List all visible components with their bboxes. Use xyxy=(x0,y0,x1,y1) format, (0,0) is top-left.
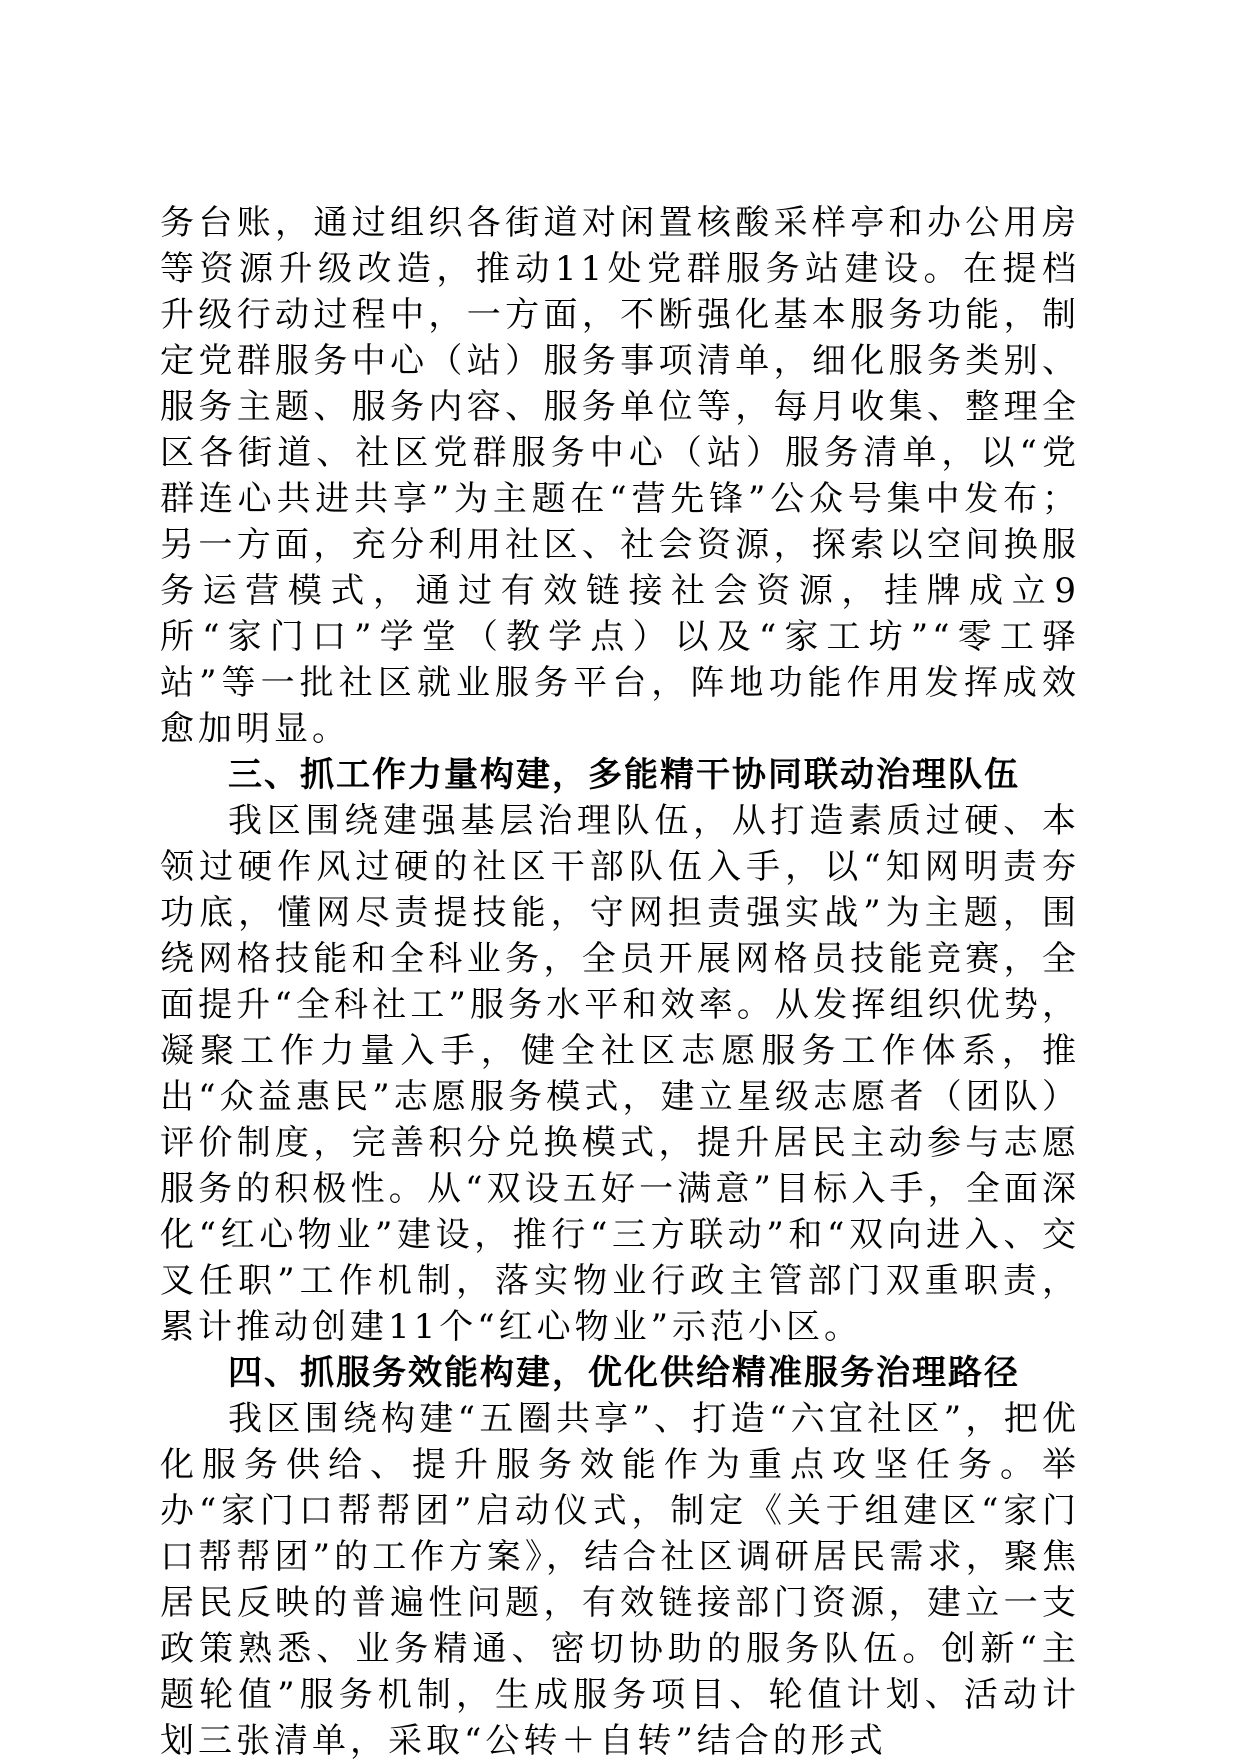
document-body xyxy=(160,200,1080,1764)
body-paragraph-continued: 务台账，通过组织各街道对闲置核酸采样亭和办公用房等资源升级改造，推动11处党群服务站建设。在提档升级行动过程中，一方面，不断强化基本服务功能，制定党群服务中心（站）服务事项清单，细化服务类别、服务主题、服务内容、服务单位等，每月收集、整理全区各街道、社区党群服务中心（站）服务清单，以“党群连心共进共享”为主题在“营先锋”公众号集中发布；另一方面，充分利用社区、社会资源，探索以空间换服务运营模式，通过有效链接社会资源，挂牌成立9所“家门口”学堂（教学点）以及“家工坊”“零工驿站”等一批社区就业服务平台，阵地功能作用发挥成效愈加明显。 xyxy=(160,203,1080,749)
body-paragraph-section-4: 我区围绕构建“五圈共享”、打造“六宜社区”，把优化服务供给、提升服务效能作为重点攻坚任务。举办“家门口帮帮团”启动仪式，制定《关于组建区“家门口帮帮团”的工作方案》，结合社区调研居民需求，聚焦居民反映的普遍性问题，有效链接部门资源，建立一支政策熟悉、业务精通、密切协助的服务队伍。创新“主题轮值”服务机制，生成服务项目、轮值计划、活动计划三张清单，采取“公转＋自转”结合的形式 xyxy=(160,1399,1080,1761)
body-paragraph-section-3: 我区围绕建强基层治理队伍，从打造素质过硬、本领过硬作风过硬的社区干部队伍入手，以“知网明责夯功底，懂网尽责提技能，守网担责强实战”为主题，围绕网格技能和全科业务，全员开展网格员技能竞赛，全面提升“全科社工”服务水平和效率。从发挥组织优势，凝聚工作力量入手，健全社区志愿服务工作体系，推出“众益惠民”志愿服务模式，建立星级志愿者（团队）评价制度，完善积分兑换模式，提升居民主动参与志愿服务的积极性。从“双设五好一满意”目标入手，全面深化“红心物业”建设，推行“三方联动”和“双向进入、交叉任职”工作机制，落实物业行政主管部门双重职责，累计推动创建11个“红心物业”示范小区。 xyxy=(160,801,1080,1347)
section-heading-3: 三、抓工作力量构建，多能精干协同联动治理队伍 xyxy=(228,755,1020,795)
section-heading-4: 四、抓服务效能构建，优化供给精准服务治理路径 xyxy=(228,1353,1020,1393)
